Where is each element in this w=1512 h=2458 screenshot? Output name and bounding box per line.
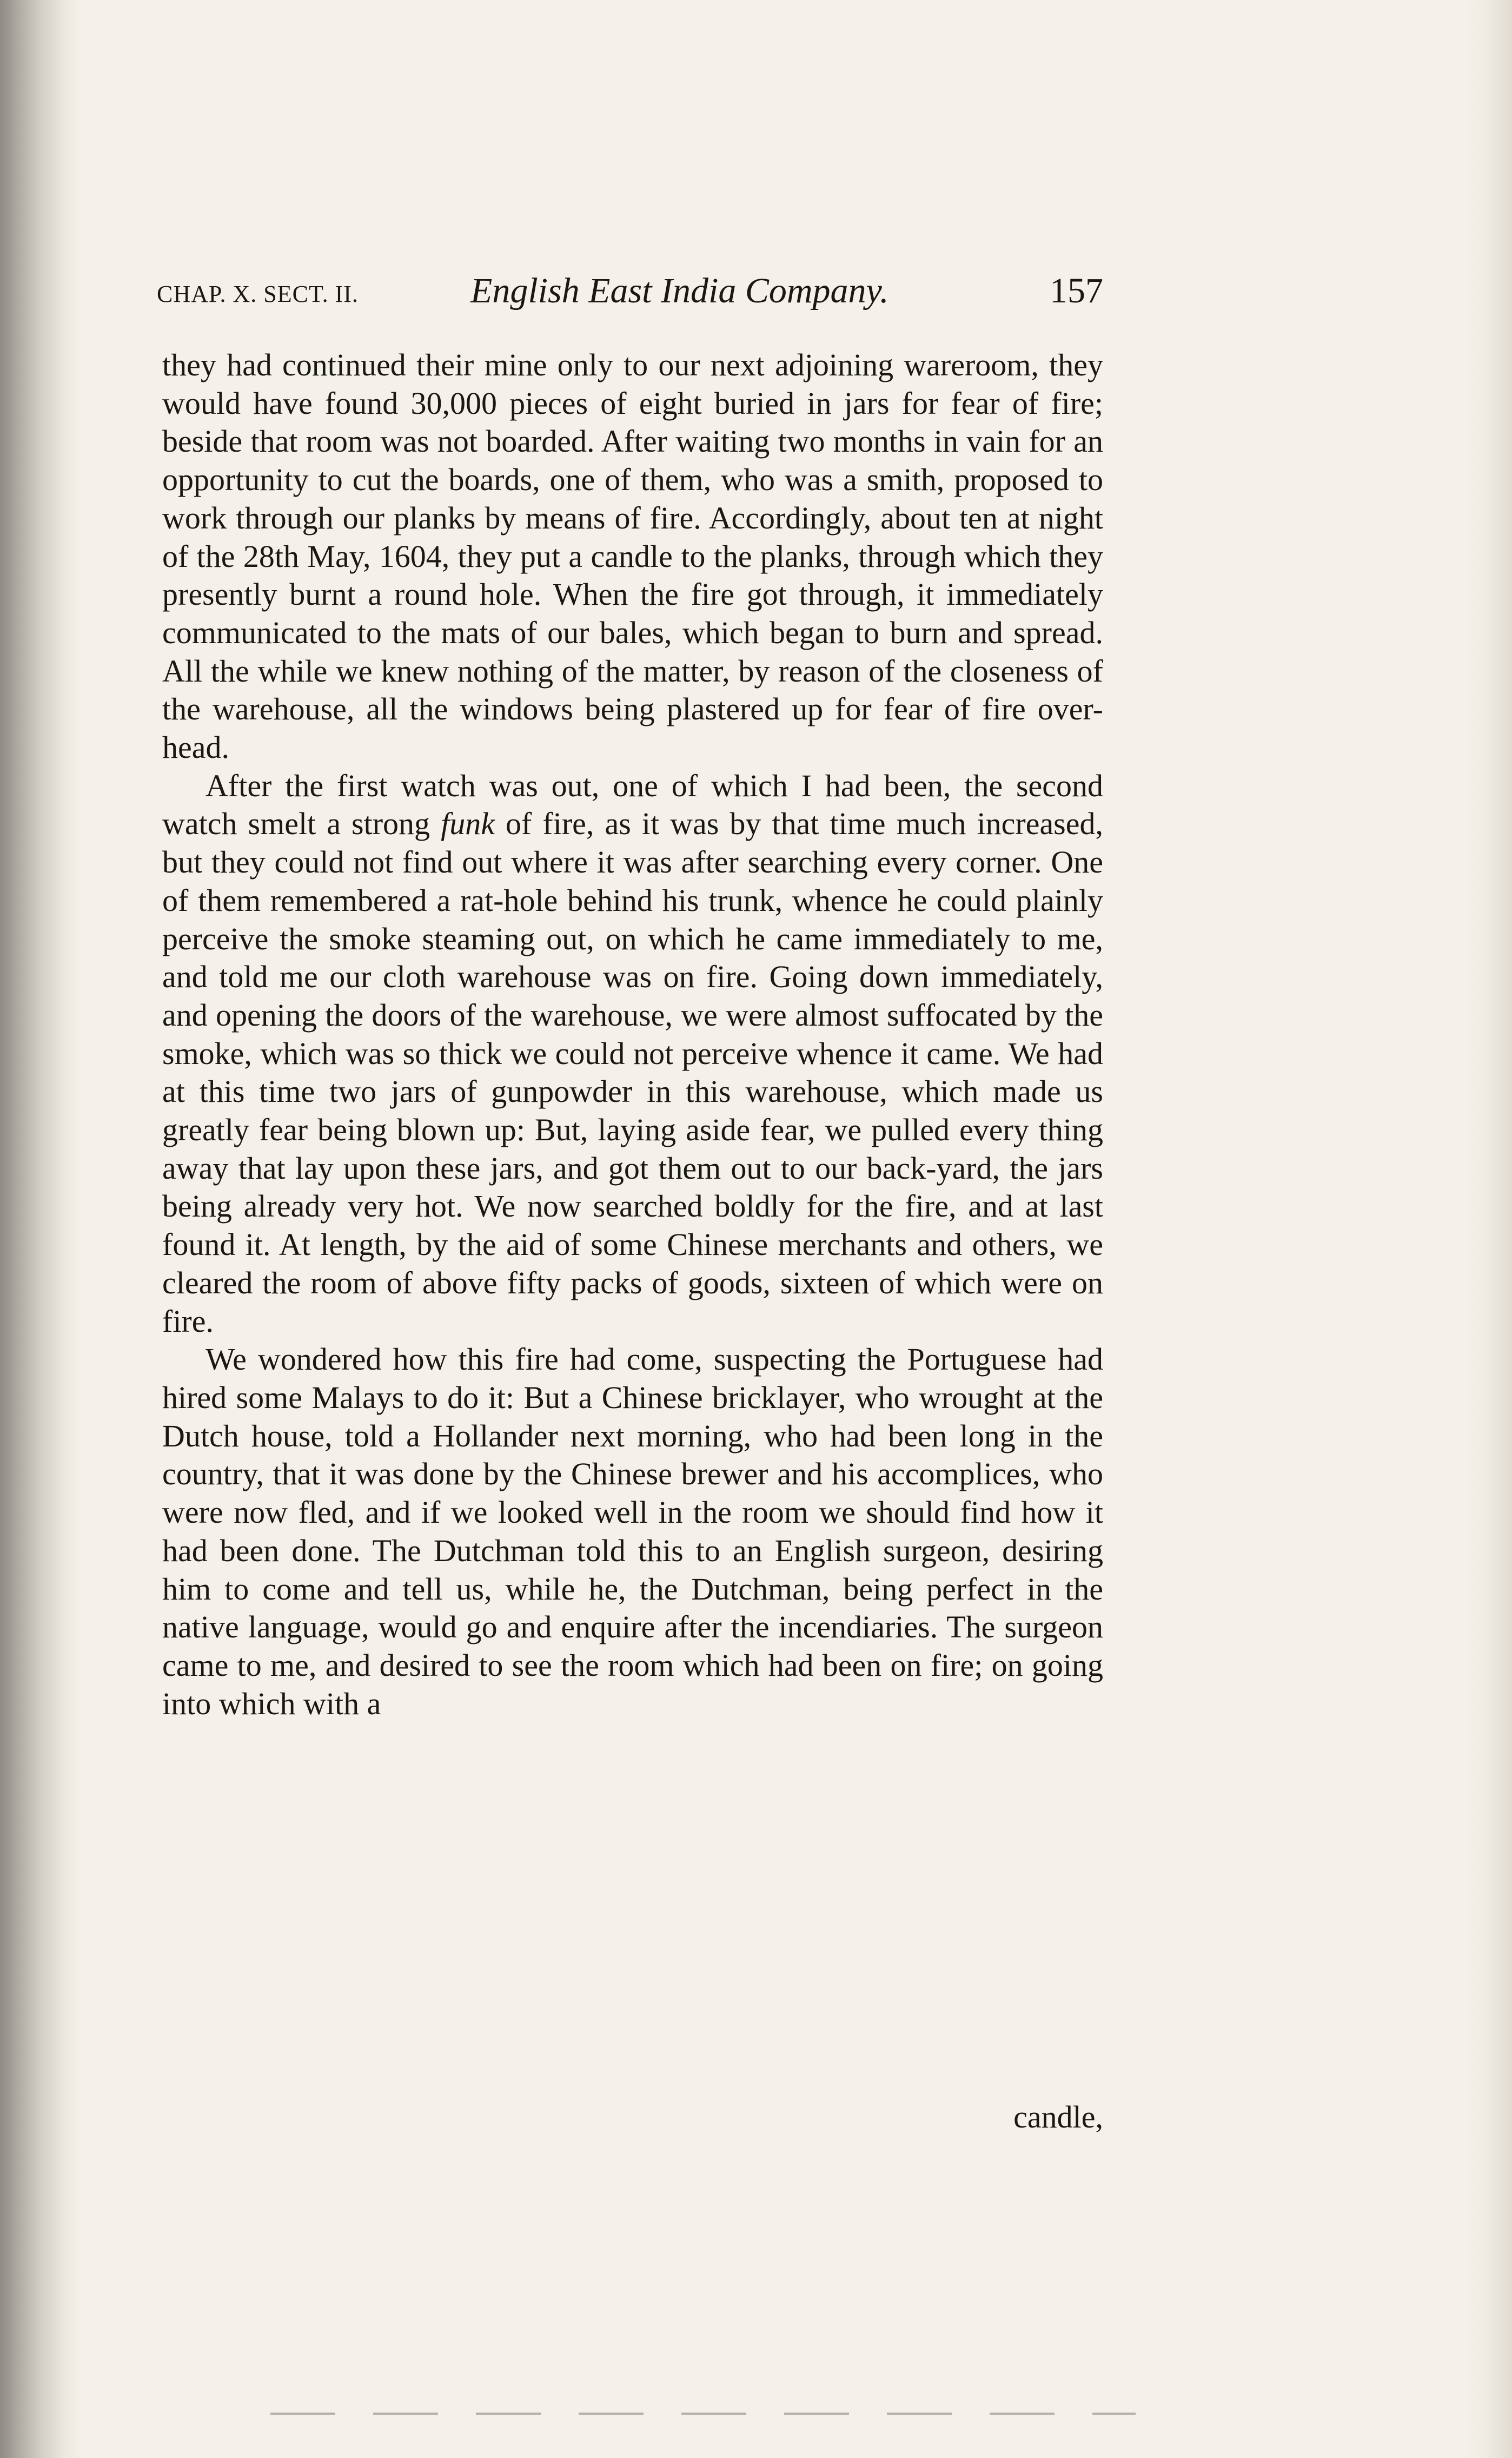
page-edge	[1463, 0, 1512, 2458]
chapter-section-label: CHAP. X. SECT. II.	[157, 281, 359, 307]
page-number: 157	[1050, 271, 1103, 310]
paragraph: After the first watch was out, one of which I had been, the second watch smelt a strong funk of fire, as it was by that time much increased, but they could not find out where it was after searching every corner. One of them remembered a rat-hole behind his trunk, whence he could plainly perceive the smoke steaming out, on which he came immediately to me, and told me our cloth warehouse was on fire. Going down immediately, and opening the doors of the warehouse, we were almost suffocated by the smoke, which was so thick we could not perceive whence it came. We had at this time two jars of gunpowder in this warehouse, which made us greatly fear being blown up: But, laying aside fear, we pulled every thing away that lay upon these jars, and got them out to our back-yard, the jars being already very hot. We now searched boldly for the fire, and at last found it. At length, by the aid of some Chinese merchants and others, we cleared the room of above fifty packs of goods, sixteen of which were on fire.	[162, 768, 1103, 1339]
paragraph: they had continued their mine only to our next adjoining wareroom, they would have found 30,000 pieces of eight buried in jars for fear of fire; beside that room was not boarded. After waiting two months in vain for an opportunity to cut the boards, one of them, who was a smith, proposed to work through our planks by means of fire. Accordingly, about ten at night of the 28th May, 1604, they put a candle to the planks, through which they presently burnt a round hole. When the fire got through, it immediately communicated to the mats of our bales, which began to burn and spread. All the while we knew nothing of the matter, by reason of the closeness of the warehouse, all the windows being plastered up for fear of fire over-head.	[162, 347, 1103, 765]
running-header	[157, 270, 1103, 319]
binding-shadow	[0, 0, 81, 2458]
paragraph: We wondered how this fire had come, suspecting the Portuguese had hired some Malays to do it: But a Chinese bricklayer, who wrought at the Dutch house, told a Hollander next morning, who had been long in the country, that it was done by the Chinese brewer and his accomplices, who were now fled, and if we looked well in the room we should find how it had been done. The Dutchman told this to an English surgeon, desiring him to come and tell us, while he, the Dutchman, being perfect in the native language, would go and enquire after the incendiaries. The surgeon came to me, and desired to see the room which had been on fire; on going into which with a	[162, 1342, 1103, 1721]
bottom-scan-artifact	[270, 2413, 1136, 2415]
catchword: candle,	[1013, 2099, 1103, 2135]
body-text	[162, 346, 1103, 1723]
running-title: English East India Company.	[470, 271, 889, 310]
italic-word: funk	[441, 806, 495, 842]
